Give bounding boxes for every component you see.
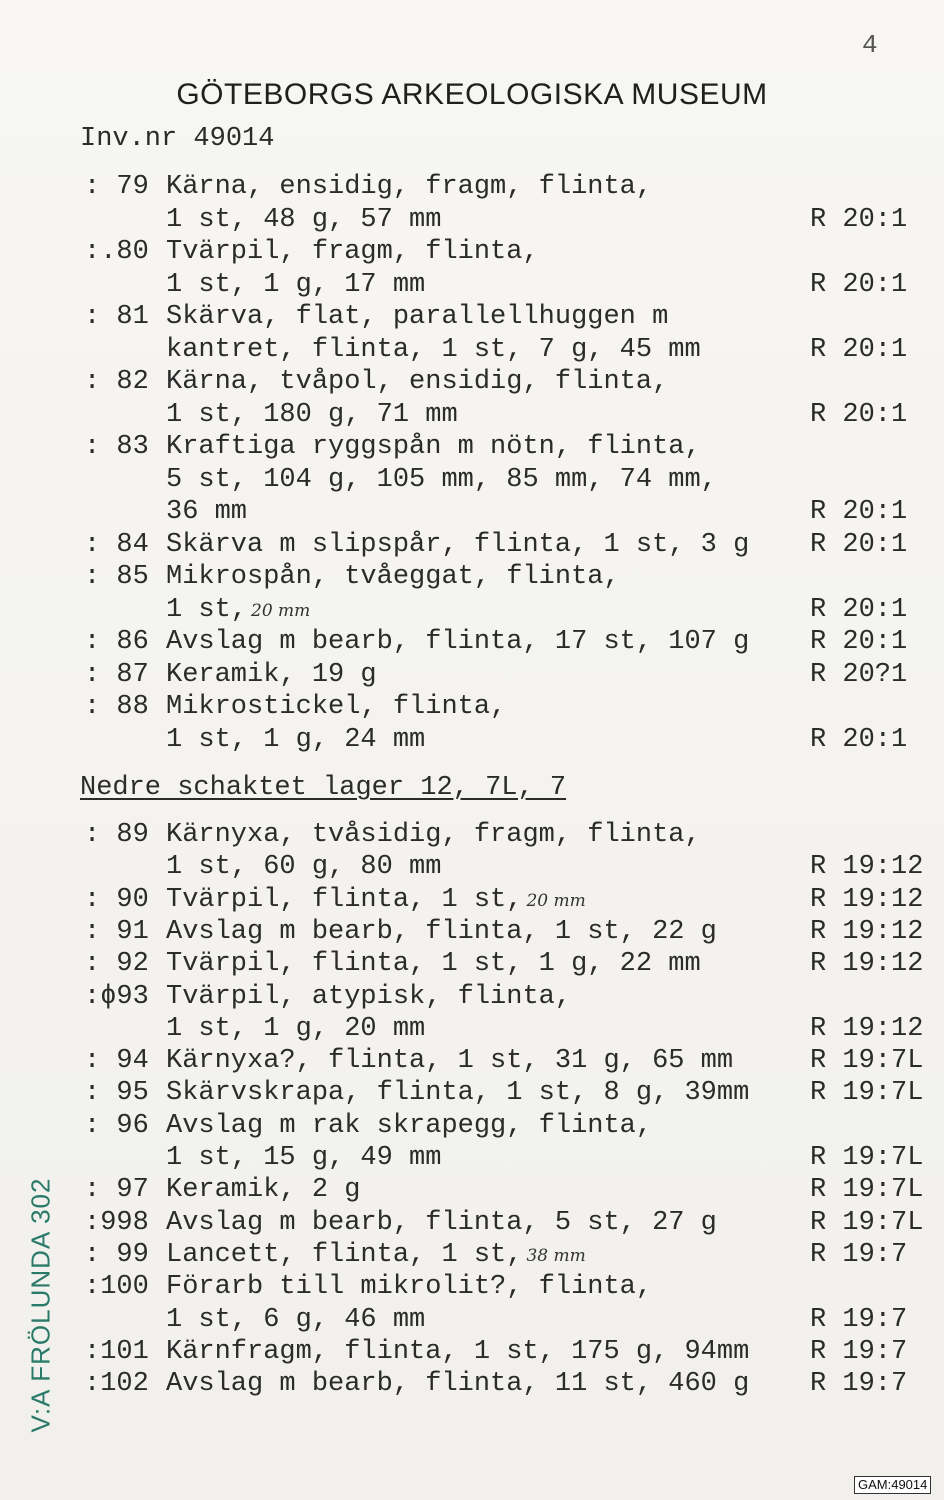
- entry-reference: R 19:12: [810, 916, 924, 947]
- entry-description: [166, 335, 701, 365]
- entry-description: [166, 270, 425, 300]
- entry-description: [166, 1143, 441, 1173]
- entry-number: : 83: [84, 432, 149, 462]
- entry-number: :.80: [84, 237, 149, 267]
- entry-reference: R 19:7L: [810, 1143, 924, 1173]
- entry-number: : 91: [84, 916, 149, 947]
- entry-row: [0, 660, 944, 692]
- entry-row: [0, 885, 944, 917]
- entry-reference: R 19:7L: [810, 1175, 924, 1206]
- entry-row: [0, 302, 944, 334]
- entry-description: [166, 172, 652, 202]
- entry-description-text: Mikrostickel, flinta,: [166, 692, 507, 722]
- entry-description: [166, 205, 441, 235]
- entry-description: [166, 627, 749, 657]
- handwritten-note: 20 mm: [251, 600, 311, 621]
- entry-description: [166, 885, 586, 915]
- entry-description-text: 1 st, 15 g, 49 mm: [166, 1143, 442, 1173]
- entry-row: [0, 1078, 944, 1110]
- entry-reference: R 19:12: [810, 949, 924, 980]
- entry-reference: R 20:1: [810, 497, 908, 527]
- entry-description-text: Keramik, 19 g: [166, 659, 377, 690]
- entry-description: [166, 302, 668, 332]
- entry-description-text: Skärvskrapa, flinta, 1 st, 8 g, 39mm: [166, 1078, 750, 1109]
- entry-reference: R 19:7: [810, 1304, 908, 1335]
- entry-description-text: Kärna, ensidig, fragm, flinta,: [166, 172, 653, 202]
- stamp-text: V:A FRÖLUNDA 302: [25, 1177, 56, 1433]
- entry-reference: R 19:12: [810, 884, 924, 915]
- entry-description-text: 1 st, 60 g, 80 mm: [166, 852, 442, 883]
- entry-reference: R 20:1: [810, 399, 908, 430]
- entry-description: [166, 1272, 652, 1302]
- entry-description: [166, 852, 441, 882]
- entry-description: [166, 1046, 733, 1076]
- entry-description-text: Avslag m bearb, flinta, 1 st, 22 g: [166, 916, 717, 947]
- entry-row: [0, 1143, 944, 1175]
- entry-row: [0, 725, 944, 757]
- entry-description-text: Tvärpil, atypisk, flinta,: [166, 981, 572, 1012]
- entry-description-text: 1 st, 48 g, 57 mm: [166, 204, 442, 235]
- location-stamp: [20, 1135, 62, 1475]
- entry-description-text: Kärnyxa?, flinta, 1 st, 31 g, 65 mm: [166, 1046, 734, 1077]
- entry-row: [0, 1111, 944, 1143]
- entry-description-text: 1 st, 180 g, 71 mm: [166, 399, 458, 430]
- entry-reference: R 20:1: [810, 529, 908, 560]
- catalog-id-label: GAM:49014: [854, 1476, 931, 1494]
- entry-number: : 94: [84, 1046, 149, 1077]
- entry-description-text: Skärva, flat, parallellhuggen m: [166, 302, 669, 332]
- entry-description: [166, 1337, 749, 1367]
- entry-row: [0, 852, 944, 884]
- entry-row: [0, 949, 944, 981]
- entry-row: [0, 1208, 944, 1240]
- entry-description: [166, 1369, 749, 1399]
- entry-description-text: 5 st, 104 g, 105 mm, 85 mm, 74 mm,: [166, 464, 717, 495]
- entry-description: [166, 917, 717, 947]
- entry-description-text: Tvärpil, flinta, 1 st,: [166, 884, 523, 915]
- entry-row: [0, 1369, 944, 1401]
- entry-description: [166, 820, 701, 850]
- entry-row: [0, 917, 944, 949]
- entry-description: [166, 949, 701, 979]
- entry-description-text: Skärva m slipspår, flinta, 1 st, 3 g: [166, 529, 750, 560]
- entry-description-text: 1 st,: [166, 594, 248, 625]
- entry-description-text: Avslag m bearb, flinta, 5 st, 27 g: [166, 1207, 717, 1238]
- entry-reference: R 19:7L: [810, 1207, 924, 1238]
- entry-number: : 84: [84, 529, 149, 560]
- entry-row: [0, 400, 944, 432]
- entry-row: [0, 1305, 944, 1337]
- entry-row: [0, 1337, 944, 1369]
- entry-row: [0, 1175, 944, 1207]
- entry-description: [166, 692, 506, 722]
- entry-description-text: Kärnfragm, flinta, 1 st, 175 g, 94mm: [166, 1336, 750, 1367]
- entry-number: : 90: [84, 884, 149, 915]
- entry-reference: R 20?1: [810, 659, 908, 690]
- entry-description-text: 1 st, 1 g, 17 mm: [166, 269, 426, 300]
- entry-number: : 96: [84, 1110, 149, 1141]
- entry-description: [166, 1240, 586, 1270]
- entry-row: [0, 497, 944, 529]
- entry-row: [0, 1240, 944, 1272]
- entry-reference: R 19:7L: [810, 1078, 924, 1109]
- entry-number: : 89: [84, 820, 149, 850]
- entry-row: [0, 1272, 944, 1304]
- entry-row: [0, 562, 944, 594]
- entry-reference: R 20:1: [810, 334, 908, 365]
- entry-number: : 82: [84, 367, 149, 397]
- entry-description: [166, 595, 310, 625]
- entry-description: [166, 725, 425, 755]
- entry-reference: R 19:12: [810, 1013, 924, 1044]
- entry-row: [0, 432, 944, 464]
- entry-description: [166, 1208, 717, 1238]
- entry-reference: R 19:7: [810, 1369, 908, 1400]
- entry-description: [166, 1305, 425, 1335]
- entry-description: [166, 465, 717, 495]
- entry-description-text: Mikrospån, tvåeggat, flinta,: [166, 562, 620, 592]
- entry-description: [166, 1175, 360, 1205]
- entry-number: :102: [84, 1369, 149, 1400]
- entry-description-text: Tvärpil, flinta, 1 st, 1 g, 22 mm: [166, 949, 701, 980]
- entry-row: [0, 595, 944, 627]
- entry-number: : 97: [84, 1175, 149, 1206]
- entry-number: : 92: [84, 949, 149, 980]
- handwritten-note: 38 mm: [526, 1245, 586, 1266]
- entry-row: [0, 530, 944, 562]
- entry-description: [166, 367, 668, 397]
- entry-row: [0, 367, 944, 399]
- entry-reference: R 20:1: [810, 627, 908, 657]
- entry-number: : 95: [84, 1078, 149, 1109]
- entry-reference: R 19:12: [810, 852, 924, 883]
- entry-reference: R 20:1: [810, 269, 908, 300]
- entry-reference: R 19:7L: [810, 1046, 924, 1077]
- entry-description-text: Tvärpil, fragm, flinta,: [166, 237, 539, 267]
- entry-number: : 87: [84, 659, 149, 690]
- entry-row: [0, 982, 944, 1014]
- entry-row: [0, 1014, 944, 1046]
- entry-number: : 85: [84, 562, 149, 592]
- page-number: 4: [862, 30, 878, 60]
- entry-description: [166, 1014, 425, 1044]
- entry-description-text: kantret, flinta, 1 st, 7 g, 45 mm: [166, 334, 701, 365]
- entry-description: [166, 562, 620, 592]
- entry-row: [0, 172, 944, 204]
- entry-number: : 79: [84, 172, 149, 202]
- entry-reference: R 19:7: [810, 1239, 908, 1270]
- entry-reference: R 19:7: [810, 1336, 908, 1367]
- section-heading: Nedre schaktet lager 12, 7L, 7: [80, 773, 567, 803]
- entry-description-text: Avslag m bearb, flinta, 11 st, 460 g: [166, 1369, 750, 1400]
- inventory-number: Inv.nr 49014: [80, 124, 275, 154]
- entry-row: [0, 237, 944, 269]
- entry-description-text: Förarb till mikrolit?, flinta,: [166, 1272, 653, 1303]
- entry-description: [166, 530, 749, 560]
- entry-row: [0, 692, 944, 724]
- entry-description: [166, 400, 458, 430]
- entry-description-text: Lancett, flinta, 1 st,: [166, 1239, 523, 1270]
- entry-description: [166, 1111, 652, 1141]
- entry-description: [166, 497, 247, 527]
- entry-row: [0, 270, 944, 302]
- entry-number: : 86: [84, 627, 149, 657]
- entry-number: : 81: [84, 302, 149, 332]
- entry-row: [0, 627, 944, 659]
- entry-description: [166, 982, 571, 1012]
- entry-number: :998: [84, 1207, 149, 1238]
- entry-reference: R 20:1: [810, 724, 908, 755]
- entry-reference: R 20:1: [810, 594, 908, 625]
- entry-description: [166, 237, 539, 267]
- entry-description-text: Kärna, tvåpol, ensidig, flinta,: [166, 367, 669, 397]
- entry-description: [166, 432, 701, 462]
- entry-row: [0, 205, 944, 237]
- museum-title: GÖTEBORGS ARKEOLOGISKA MUSEUM: [176, 78, 768, 111]
- entry-description-text: Keramik, 2 g: [166, 1175, 361, 1206]
- entry-number: :ϕ93: [84, 981, 149, 1012]
- entry-row: [0, 465, 944, 497]
- entry-number: :101: [84, 1336, 149, 1367]
- handwritten-note: 20 mm: [526, 890, 586, 911]
- entry-number: : 99: [84, 1239, 149, 1270]
- entry-row: [0, 335, 944, 367]
- entry-row: [0, 1046, 944, 1078]
- entry-description-text: Kärnyxa, tvåsidig, fragm, flinta,: [166, 820, 701, 850]
- entry-description-text: 1 st, 1 g, 20 mm: [166, 1013, 426, 1044]
- entry-description: [166, 1078, 749, 1108]
- entry-description-text: 36 mm: [166, 497, 248, 527]
- entry-reference: R 20:1: [810, 204, 908, 235]
- entry-description-text: Avslag m bearb, flinta, 17 st, 107 g: [166, 627, 750, 657]
- entry-description-text: Avslag m rak skrapegg, flinta,: [166, 1110, 653, 1141]
- entry-description-text: 1 st, 1 g, 24 mm: [166, 724, 426, 755]
- entry-row: [0, 820, 944, 852]
- entry-number: : 88: [84, 692, 149, 722]
- entry-description-text: Kraftiga ryggspån m nötn, flinta,: [166, 432, 701, 462]
- entry-number: :100: [84, 1272, 149, 1303]
- entry-description: [166, 660, 377, 690]
- entry-description-text: 1 st, 6 g, 46 mm: [166, 1304, 426, 1335]
